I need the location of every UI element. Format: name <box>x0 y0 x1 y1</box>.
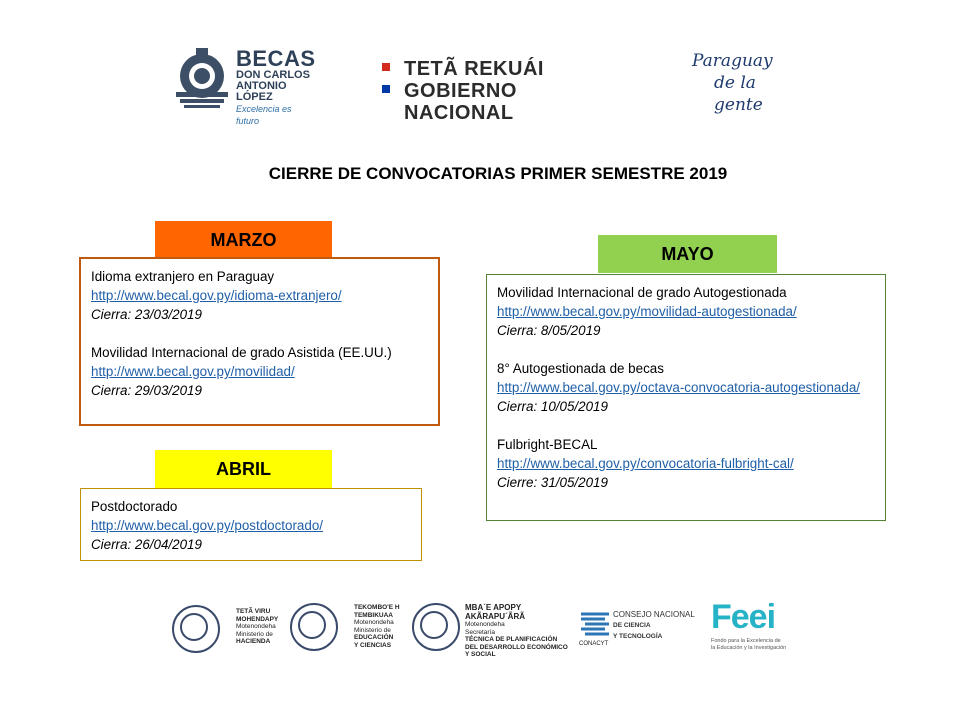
list-item <box>91 343 428 400</box>
month-label-mayo: MAYO <box>598 235 777 273</box>
entry-link[interactable]: http://www.becal.gov.py/postdoctorado/ <box>91 518 323 533</box>
abril-box <box>80 488 422 561</box>
hacienda-logo-text <box>236 608 286 646</box>
entry-close-date: Cierra: 8/05/2019 <box>497 323 601 338</box>
feei-name: Feei <box>711 598 776 636</box>
educacion-line3: Motenondeha <box>354 619 394 626</box>
hacienda-line3: Motenondeha <box>236 623 276 630</box>
becas-line2: ANTONIO LÓPEZ <box>236 80 287 103</box>
entry-close-date: Cierre: 31/05/2019 <box>497 475 608 490</box>
hacienda-line5: HACIENDA <box>236 638 271 645</box>
paraguay-de-la-gente-logo <box>692 50 802 115</box>
blue-square-icon <box>382 85 390 93</box>
educacion-line2: TEMBIKUAA <box>354 611 393 619</box>
educacion-line5: EDUCACIÓN <box>354 634 394 641</box>
conacyt-mark-icon <box>579 610 611 640</box>
entry-close-date: Cierra: 29/03/2019 <box>91 383 202 398</box>
educacion-logo-text <box>354 604 406 649</box>
entry-name: Movilidad Internacional de grado Asistida (EE.UU.) <box>91 345 392 360</box>
planificacion-line1: MBA´E APOPY <box>465 603 522 612</box>
conacyt-line2: DE CIENCIA <box>613 622 651 629</box>
conacyt-abbr: CONACYT <box>579 641 609 647</box>
red-square-icon <box>382 63 390 71</box>
entry-link[interactable]: http://www.becal.gov.py/octava-convocatoria-autogestionada/ <box>497 380 860 395</box>
month-label-marzo: MARZO <box>155 221 332 259</box>
planificacion-line2: AKÃRAPU´ÃRÃ <box>465 611 525 621</box>
list-item <box>91 267 428 324</box>
conacyt-logo <box>579 610 701 650</box>
conacyt-line1: CONSEJO NACIONAL <box>613 610 695 619</box>
entry-link[interactable]: http://www.becal.gov.py/convocatoria-fulbright-cal/ <box>497 456 794 471</box>
hacienda-line2: MOHENDAPY <box>236 615 279 623</box>
becas-line1: DON CARLOS <box>236 69 310 81</box>
becas-logo <box>172 46 317 126</box>
planificacion-line3: Motenondeha <box>465 621 505 628</box>
pyg-line1: Paraguay <box>692 51 773 71</box>
planificacion-seal-icon <box>412 603 460 651</box>
entry-link[interactable]: http://www.becal.gov.py/movilidad/ <box>91 364 295 379</box>
entry-name: Movilidad Internacional de grado Autogestionada <box>497 285 787 300</box>
gobierno-line2: GOBIERNO NACIONAL <box>404 80 517 124</box>
planificacion-line4: Secretaría <box>465 628 495 636</box>
pyg-line2: de la gente <box>714 73 763 115</box>
conacyt-line3: Y TECNOLOGÍA <box>613 633 663 640</box>
entry-close-date: Cierra: 10/05/2019 <box>497 399 608 414</box>
marzo-box <box>79 257 440 426</box>
educacion-line4: Ministerio de <box>354 626 391 634</box>
educacion-line1: TEKOMBO'E H <box>354 604 400 611</box>
gobierno-line1: TETÃ REKUÁI <box>404 58 544 80</box>
entry-link[interactable]: http://www.becal.gov.py/movilidad-autogestionada/ <box>497 304 797 319</box>
becas-name: BECAS <box>236 46 316 71</box>
feei-logo <box>711 600 801 656</box>
planificacion-logo-text <box>465 604 570 659</box>
feei-line1: Fondo para la Excelencia de <box>711 638 781 644</box>
becas-tagline: Excelencia es futuro <box>236 104 292 126</box>
mayo-box <box>486 274 886 521</box>
planificacion-line7: Y SOCIAL <box>465 651 496 658</box>
month-label-abril: ABRIL <box>155 450 332 488</box>
educacion-line6: Y CIENCIAS <box>354 641 392 649</box>
planificacion-line6: DEL DESARROLLO ECONÓMICO <box>465 643 568 651</box>
entry-name: Fulbright-BECAL <box>497 437 598 452</box>
becas-wordmark <box>236 48 317 127</box>
entry-name: Idioma extranjero en Paraguay <box>91 269 275 284</box>
entry-name: Postdoctorado <box>91 499 178 514</box>
educacion-seal-icon <box>290 603 338 651</box>
list-item <box>497 435 875 492</box>
list-item <box>497 359 875 416</box>
hacienda-line1: TETÃ VIRU <box>236 608 271 615</box>
hacienda-line4: Ministerio de <box>236 630 273 638</box>
feei-line2: la Educación y la Investigación <box>711 645 787 651</box>
planificacion-line5: TÉCNICA DE PLANIFICACIÓN <box>465 636 558 643</box>
entry-link[interactable]: http://www.becal.gov.py/idioma-extranjero/ <box>91 288 342 303</box>
entry-name: 8° Autogestionada de becas <box>497 361 664 376</box>
hacienda-seal-icon <box>172 605 220 653</box>
page-title: CIERRE DE CONVOCATORIAS PRIMER SEMESTRE 2019 <box>268 164 728 183</box>
locomotive-emblem-icon <box>172 46 232 110</box>
list-item <box>91 497 411 554</box>
gobierno-nacional-logo <box>374 52 624 124</box>
entry-close-date: Cierra: 23/03/2019 <box>91 307 202 322</box>
entry-close-date: Cierra: 26/04/2019 <box>91 537 202 552</box>
list-item <box>497 283 875 340</box>
